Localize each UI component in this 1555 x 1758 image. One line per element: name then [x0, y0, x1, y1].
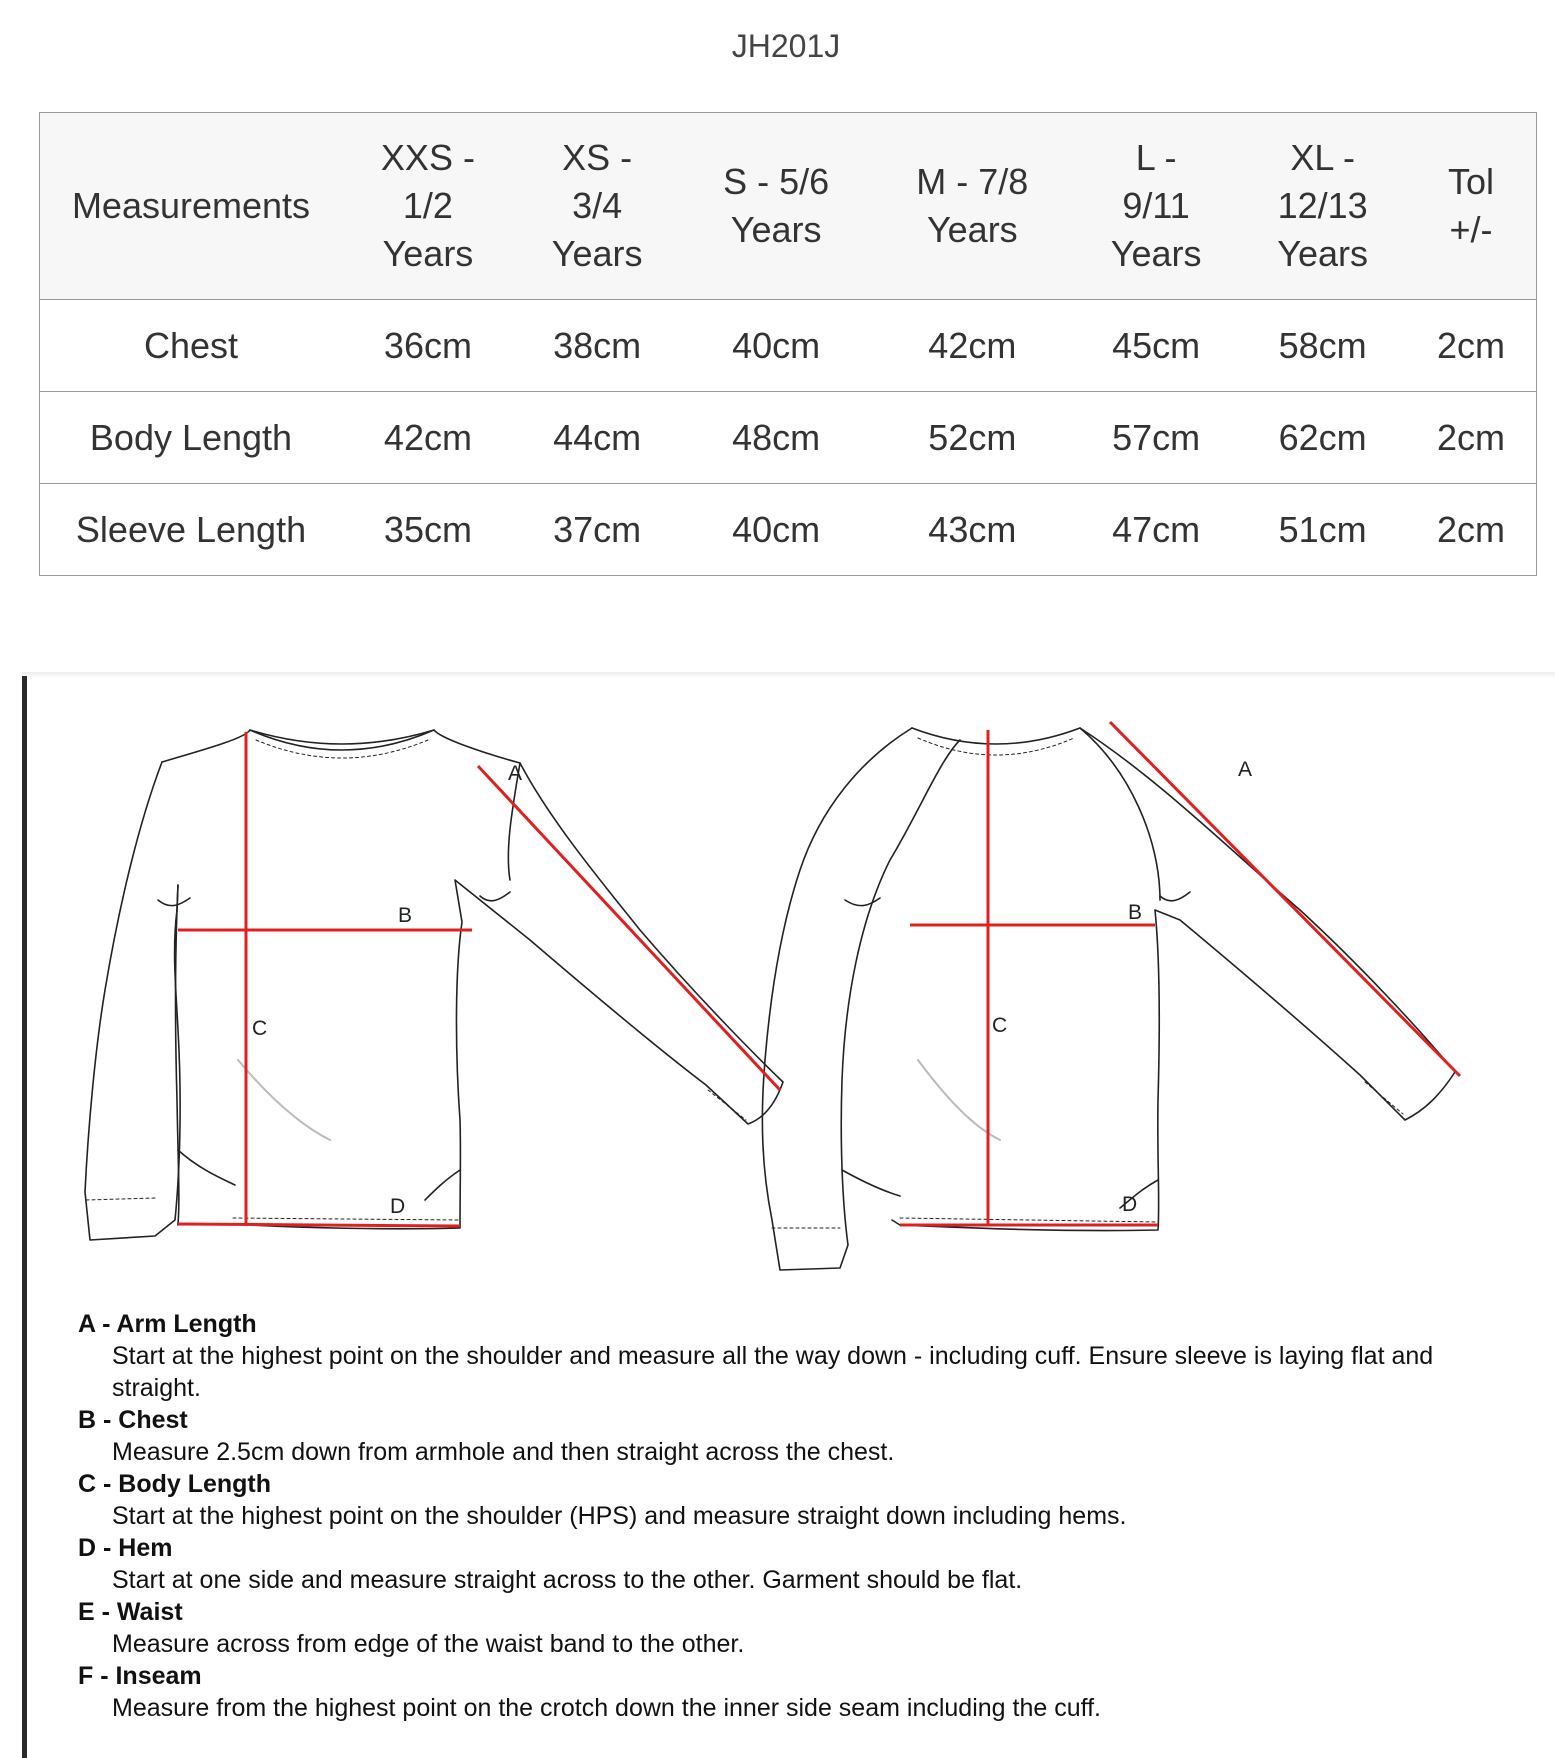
cell: 36cm	[342, 300, 514, 392]
left-mark-d: D	[390, 1195, 406, 1218]
legend-head: A - Arm Length	[78, 1310, 257, 1338]
right-line-a	[1110, 722, 1460, 1076]
legend-item-body-length	[78, 1468, 1498, 1532]
cell: 57cm	[1073, 392, 1240, 484]
right-mark-b: B	[1128, 901, 1143, 924]
legend-head: E - Waist	[78, 1598, 183, 1626]
legend-item-waist	[78, 1596, 1498, 1660]
cell: 38cm	[514, 300, 681, 392]
table-row	[40, 392, 1537, 484]
measurement-legend	[78, 1308, 1498, 1724]
size-table	[39, 112, 1537, 576]
header-tol: Tol +/-	[1406, 113, 1537, 300]
cell: 45cm	[1073, 300, 1240, 392]
right-shirt-outline	[762, 728, 1455, 1270]
right-mark-d: D	[1122, 1193, 1138, 1216]
page-title: JH201J	[731, 28, 841, 64]
cell: 2cm	[1406, 300, 1537, 392]
header-xl: XL - 12/13 Years	[1239, 113, 1406, 300]
cell: 58cm	[1239, 300, 1406, 392]
legend-desc: Start at one side and measure straight across to the other. Garment should be flat.	[112, 1566, 1023, 1594]
header-s: S - 5/6 Years	[680, 113, 871, 300]
legend-desc: Start at the highest point on the shoulder and measure all the way down - including cuff. Ensure sleeve is laying flat and straight.	[112, 1342, 1434, 1402]
legend-item-inseam	[78, 1660, 1498, 1724]
header-l: L - 9/11 Years	[1073, 113, 1240, 300]
cell: 47cm	[1073, 484, 1240, 576]
garment-diagrams	[60, 700, 1520, 1280]
cell: 42cm	[342, 392, 514, 484]
header-measurements: Measurements	[40, 113, 343, 300]
cell: 40cm	[680, 484, 871, 576]
header-xxs: XXS - 1/2 Years	[342, 113, 514, 300]
cell: 35cm	[342, 484, 514, 576]
panel-left-border	[22, 676, 27, 1758]
legend-head: B - Chest	[78, 1406, 188, 1434]
legend-item-hem	[78, 1532, 1498, 1596]
left-mark-b: B	[398, 904, 413, 927]
cell: 37cm	[514, 484, 681, 576]
cell: 40cm	[680, 300, 871, 392]
header-m: M - 7/8 Years	[872, 113, 1073, 300]
cell: 2cm	[1406, 392, 1537, 484]
row-label: Sleeve Length	[40, 484, 343, 576]
cell: 44cm	[514, 392, 681, 484]
left-shirt-outline	[85, 730, 783, 1240]
legend-head: D - Hem	[78, 1534, 173, 1562]
header-xs: XS - 3/4 Years	[514, 113, 681, 300]
legend-head: F - Inseam	[78, 1662, 202, 1690]
cell: 2cm	[1406, 484, 1537, 576]
measure-lines	[178, 722, 1460, 1226]
legend-item-chest	[78, 1404, 1498, 1468]
table-row	[40, 300, 1537, 392]
legend-desc: Start at the highest point on the shoulder (HPS) and measure straight down including hems.	[112, 1502, 1127, 1530]
left-mark-a: A	[508, 762, 523, 785]
cell: 48cm	[680, 392, 871, 484]
right-mark-a: A	[1238, 758, 1253, 781]
legend-head: C - Body Length	[78, 1470, 272, 1498]
row-label: Body Length	[40, 392, 343, 484]
cell: 43cm	[872, 484, 1073, 576]
cell: 52cm	[872, 392, 1073, 484]
cell: 62cm	[1239, 392, 1406, 484]
legend-desc: Measure 2.5cm down from armhole and then straight across the chest.	[112, 1438, 895, 1466]
cell: 51cm	[1239, 484, 1406, 576]
table-header-row	[40, 113, 1537, 300]
left-mark-c: C	[252, 1017, 268, 1040]
cell: 42cm	[872, 300, 1073, 392]
left-shirt-shadow	[238, 1060, 330, 1140]
legend-item-arm-length	[78, 1308, 1498, 1404]
panel-divider	[22, 672, 1555, 678]
legend-desc: Measure from the highest point on the crotch down the inner side seam including the cuff.	[112, 1694, 1102, 1722]
table-row	[40, 484, 1537, 576]
left-line-a	[478, 766, 780, 1090]
right-mark-c: C	[992, 1014, 1008, 1037]
row-label: Chest	[40, 300, 343, 392]
left-line-d	[178, 1224, 460, 1226]
legend-desc: Measure across from edge of the waist band to the other.	[112, 1630, 745, 1658]
